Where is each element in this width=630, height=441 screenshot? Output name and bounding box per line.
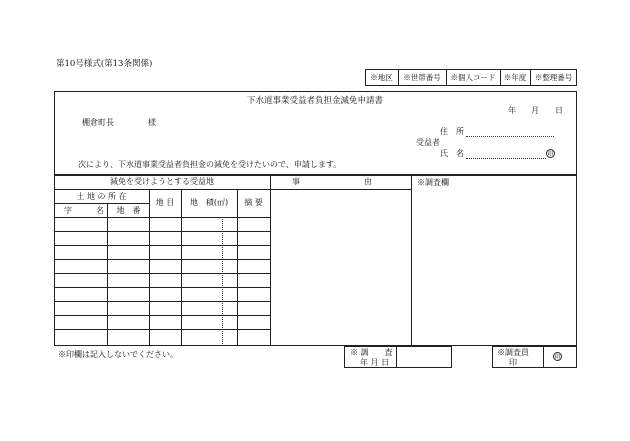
addressee-suffix: 様 xyxy=(148,118,156,127)
applicant-seal: 印 xyxy=(547,151,554,158)
survey-date-label: 年 月 日 xyxy=(360,358,390,367)
applicant-address-label: 住 所 xyxy=(440,127,464,136)
table-row xyxy=(54,259,270,260)
header-cell-reference-number: ※整理番号 xyxy=(534,73,573,82)
area-header: 地 積(㎡) xyxy=(189,198,229,207)
header-cell-fiscal-year: ※年度 xyxy=(503,73,527,82)
table-row xyxy=(54,315,270,316)
table-row xyxy=(54,273,270,274)
survey-column-header: ※調査欄 xyxy=(417,178,449,187)
inspector-seal: 印 xyxy=(554,354,561,361)
remarks-header: 摘 要 xyxy=(244,198,263,207)
form-number: 第10号様式(第13条関係) xyxy=(56,59,153,69)
chiban-header: 地 番 xyxy=(116,206,141,215)
footer-note: ※印欄は記入しないでください。 xyxy=(58,350,178,359)
area-decimal-divider xyxy=(222,217,223,346)
applicant-name-label: 氏 名 xyxy=(440,149,464,158)
ban-header: 名 xyxy=(96,206,104,215)
inspector-label: ※調査員 xyxy=(497,348,529,357)
header-cell-household-number: ※世帯番号 xyxy=(403,73,441,82)
location-header: 土 地 の 所 在 xyxy=(76,192,127,201)
table-row xyxy=(54,287,270,288)
date-year: 年 xyxy=(508,106,516,115)
aza-header: 字 xyxy=(64,206,72,215)
applicant-label: 受益者 xyxy=(416,138,440,147)
addressee-name: 棚倉町長 xyxy=(82,118,114,127)
chimoku-header: 地 目 xyxy=(155,198,175,207)
statement: 次により、下水道事業受益者負担金の減免を受けたいので、申請します。 xyxy=(78,160,342,169)
header-cell-personal-code: ※個人コード xyxy=(450,73,496,82)
form-title: 下水道事業受益者負担金減免申請書 xyxy=(246,96,383,106)
table-row xyxy=(54,329,270,330)
reason-header: 事 由 xyxy=(292,177,372,186)
land-header: 減免を受けようとする受益地 xyxy=(110,177,214,186)
date-month: 月 xyxy=(531,106,539,115)
survey-label: ※ 調 査 xyxy=(350,348,393,357)
header-cell-district: ※地区 xyxy=(370,73,393,82)
table-row xyxy=(54,301,270,302)
table-row xyxy=(54,231,270,232)
table-row xyxy=(54,245,270,246)
date-day: 日 xyxy=(555,106,563,115)
inspector-seal-label: 印 xyxy=(509,358,517,367)
address-line xyxy=(466,136,554,137)
name-line xyxy=(466,158,546,159)
